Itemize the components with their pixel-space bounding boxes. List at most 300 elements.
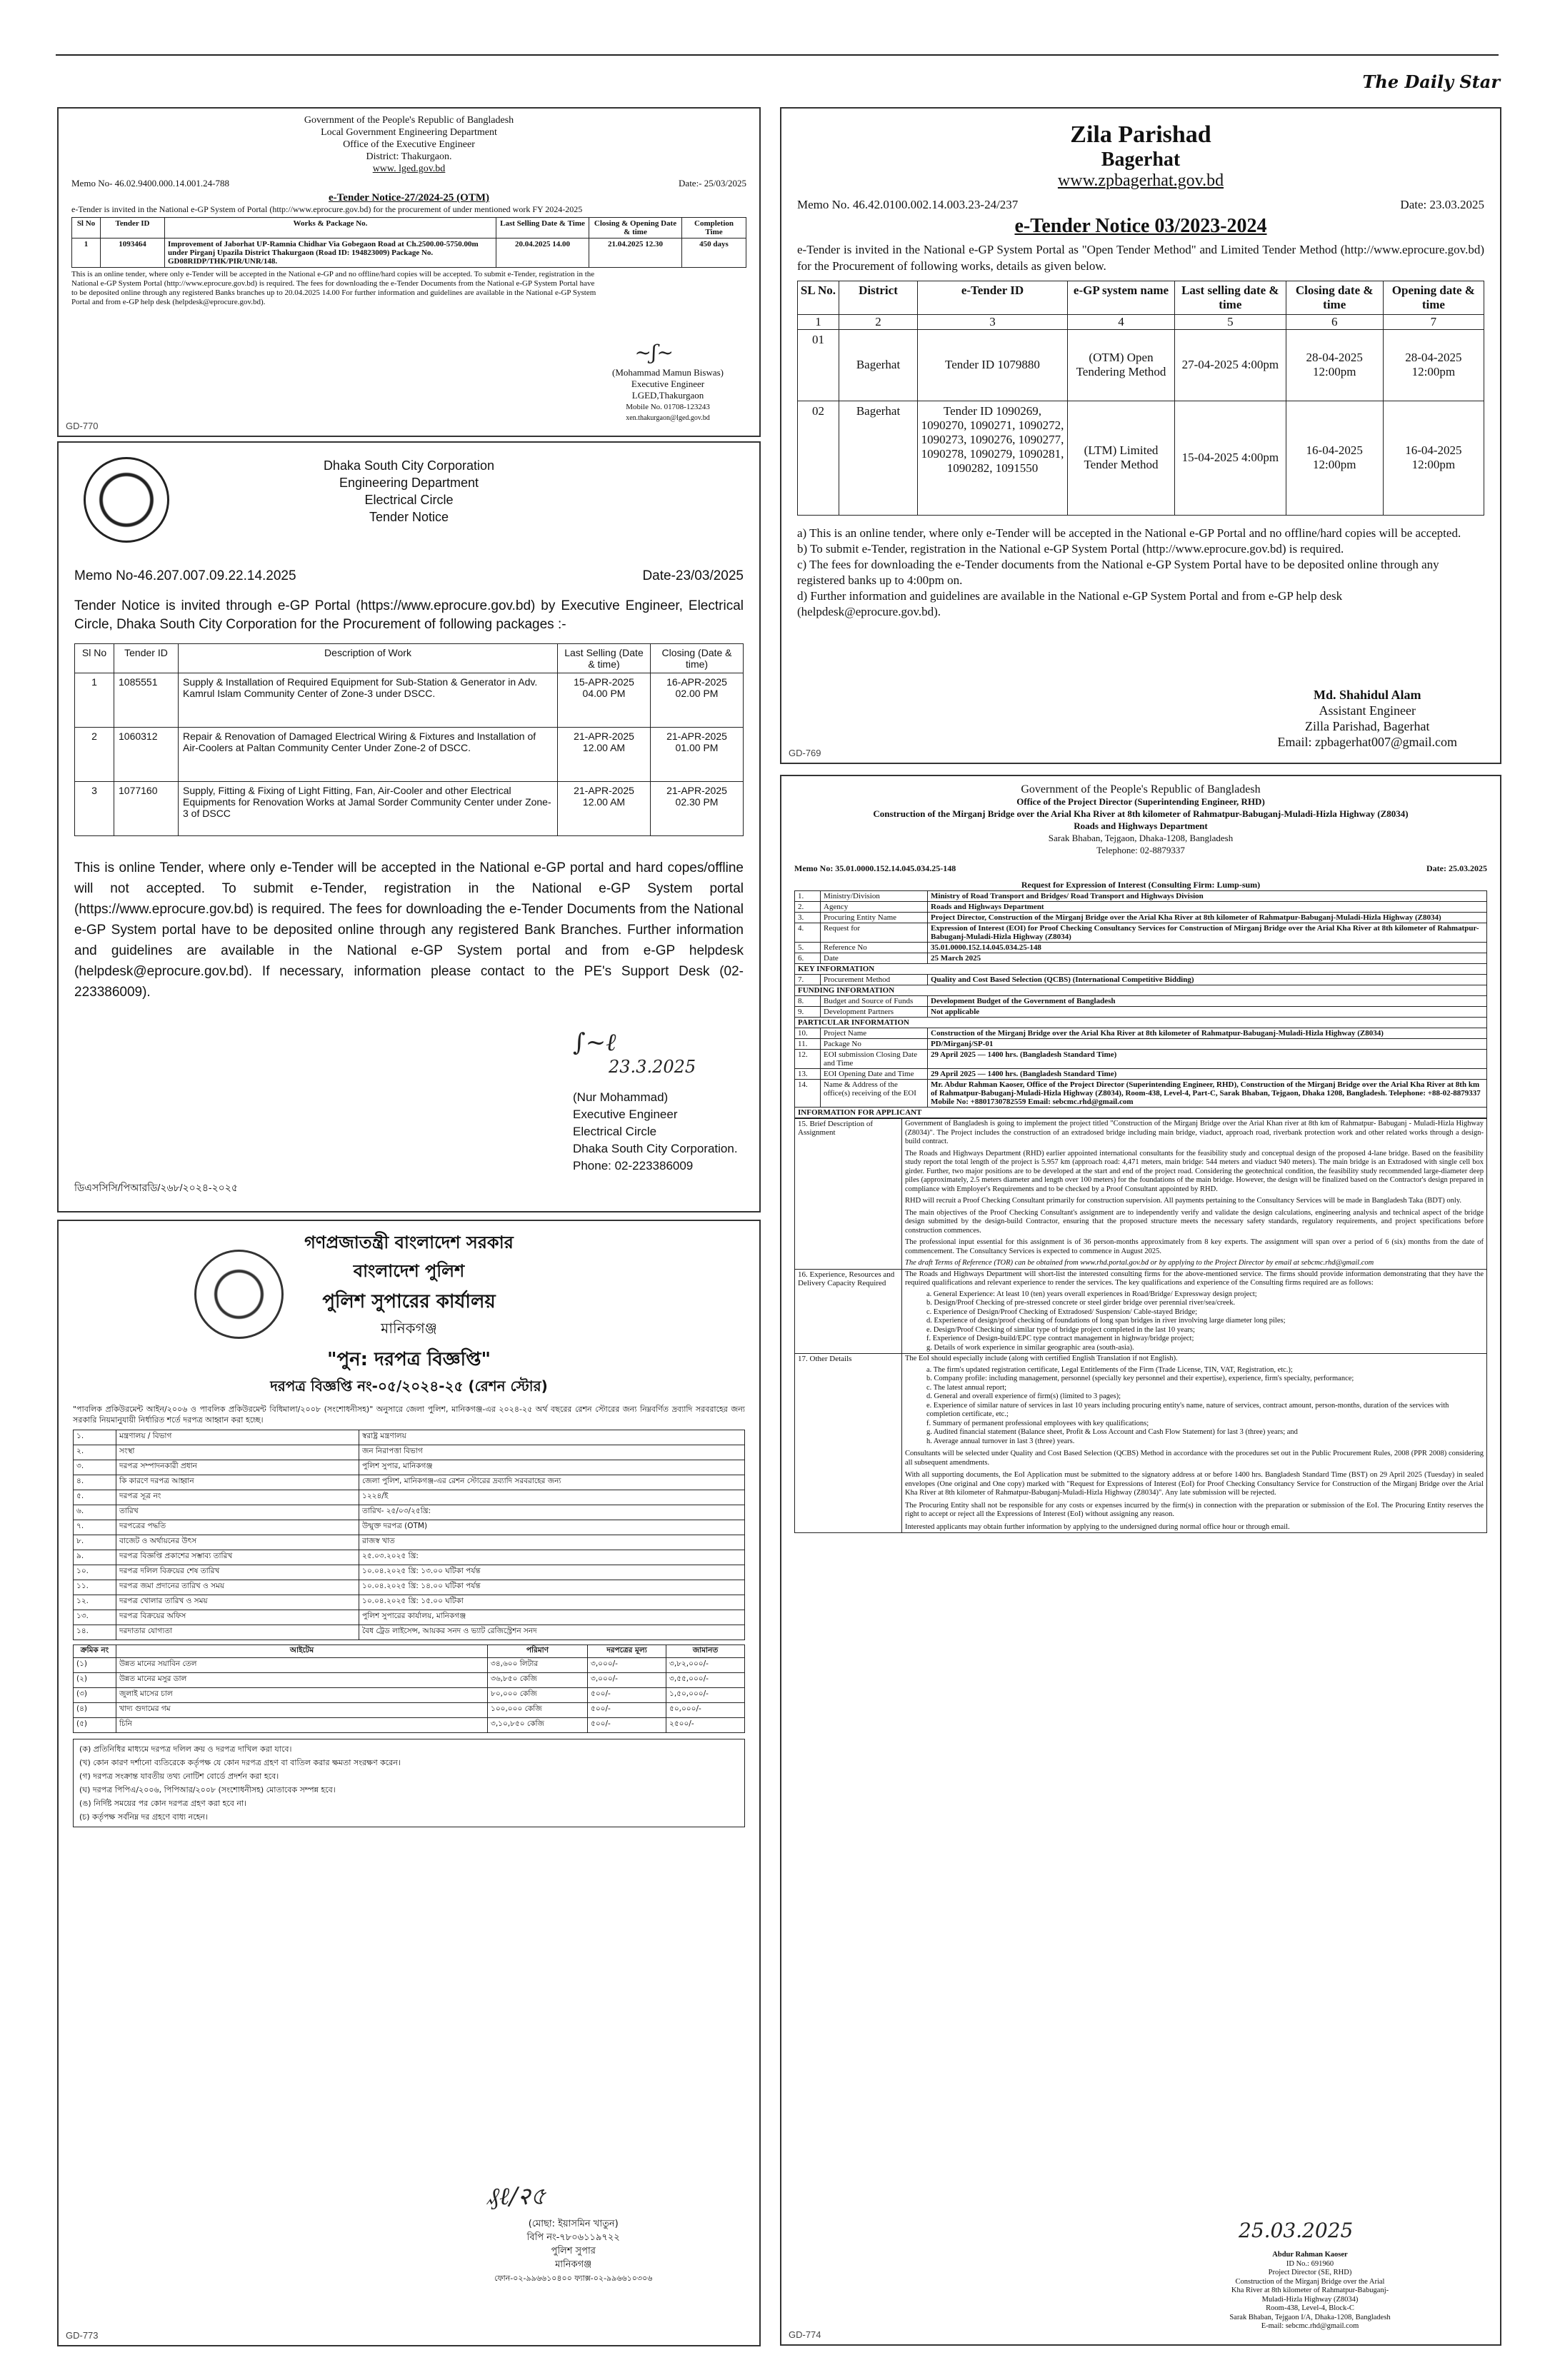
ad5-exp-item: e. Design/Proof Checking of similar type of bridge project completed in the last 10 years;: [926, 1325, 1195, 1334]
ad5-info-cell: 25 March 2025: [928, 953, 1487, 964]
ad2-cell: Bagerhat: [839, 401, 918, 515]
ad4-sig-line: (মোছা: ইয়াসমিন খাতুন): [528, 2219, 619, 2229]
ad3-cell: 15-APR-2025 04.00 PM: [558, 673, 651, 728]
ad5-info-row: [795, 913, 1487, 923]
ad1-cell: Improvement of Jaborhat UP-Ramnia Chidhar Via Gobegaon Road at Ch.2500.00-5750.00m under Pirganj Upazila District Thakurgaon (Road ID: 194823009) Package No. GD08RIDP/THK/PIR/UNR/148.: [165, 238, 496, 268]
ad5-other-item: f. Summary of permanent professional employees with key qualifications;: [926, 1419, 1149, 1427]
page-top-rule: [56, 54, 1499, 56]
ad5-info-cell: Development Partners: [821, 1007, 928, 1018]
ad4-info-row: [74, 1595, 745, 1610]
ad4-info-cell: ১০.: [74, 1565, 116, 1580]
ad4-info-cell: দরদাতার যোগ্যতা: [116, 1625, 359, 1640]
ad1-th: Works & Package No.: [165, 218, 496, 238]
ad5-line: Construction of the Mirganj Bridge over the Arial Kha River at 8th kilometer of Rahmatpur-Babuganj-Muladi-Hizla Highway (Z8034): [873, 808, 1409, 819]
ad1-website: www. lged.gov.bd: [372, 164, 446, 174]
ad1-memo: Memo No- 46.02.9400.000.14.001.24-788: [71, 178, 229, 189]
ad4-intro: "পাবলিক প্রকিউরমেন্ট আইন/২০০৬ ও পাবলিক প্রকিউরমেন্ট বিধিমালা/২০০৮ (সংশোধনীসহ)" অনুসারে জেলা পুলিশ, মানিকগঞ্জ-এর ২০২৪-২৫ অর্থ বছরের রেশন স্টোরের জন্য নিম্নবর্ণিত দ্রব্যাদি সরবরাহের জন্য সরকারি নিয়মানুযায়ী নির্ধারিত শর্তে দরপত্র আহ্বান করা হচ্ছে।: [73, 1405, 745, 1425]
ad5-info-cell: 12.: [795, 1050, 821, 1069]
ad5-gd-code: GD-774: [789, 2329, 821, 2340]
ad4-item-th: পরিমাণ: [488, 1645, 588, 1658]
ad1-title: e-Tender Notice-27/2024-25 (OTM): [329, 192, 489, 204]
ad3-cell: Repair & Renovation of Damaged Electrical Wiring & Fixtures and Installation of Air-Coolers at Paltan Community Center Under Zone-2 of DSCC.: [179, 728, 558, 782]
ad5-info-cell: Reference No: [821, 943, 928, 953]
ad4-item-cell: খাদ্য গুদামের গম: [116, 1703, 488, 1718]
ad1-cell: 450 days: [682, 238, 746, 268]
ad5-info-cell: PD/Mirganj/SP-01: [928, 1039, 1487, 1050]
ad5-other-item: b. Company profile: including management, personnel (specially key personnel and their expertise), experience, firm's specialty, performance;: [926, 1375, 1354, 1382]
ad2-cell: (LTM) Limited Tender Method: [1068, 401, 1175, 515]
ad5-exp-label: 16. Experience, Resources and Delivery Capacity Required: [795, 1269, 902, 1354]
ad3-cell: 1085551: [114, 673, 179, 728]
ad5-info-row: [795, 943, 1487, 953]
ad4-item-row: [74, 1658, 745, 1673]
ad4-info-cell: ৭.: [74, 1520, 116, 1535]
ad5-info-cell: Request for: [821, 923, 928, 943]
ad3-th: Tender ID: [114, 644, 179, 673]
ad1-table: [71, 217, 746, 268]
ad5-info-cell: EOI Opening Date and Time: [821, 1069, 928, 1080]
ad4-info-row: [74, 1460, 745, 1475]
ad5-info-cell: Development Budget of the Government of Bangladesh: [928, 996, 1487, 1007]
ad3-sig-line: Executive Engineer: [573, 1108, 678, 1121]
ad4-subtitle: দরপত্র বিজ্ঞপ্তি নং-০৫/২০২৪-২৫ (রেশন স্টোর): [270, 1377, 548, 1395]
ad4-item-cell: উন্নত মানের সয়াবিন তেল: [116, 1658, 488, 1673]
ad4-info-cell: জেলা পুলিশ, মানিকগঞ্জ-এর রেশন স্টোরের দ্রব্যাদি সরবরাহের জন্য: [359, 1475, 745, 1490]
ad4-info-cell: ১৩.: [74, 1610, 116, 1625]
ad5-info-row: [795, 953, 1487, 964]
ad4-sig-line: পুলিশ সুপার: [551, 2246, 596, 2256]
ad4-info-cell: ৫.: [74, 1490, 116, 1505]
ad3-cell: 16-APR-2025 02.00 PM: [651, 673, 744, 728]
ad3-sig-line: Electrical Circle: [573, 1125, 657, 1138]
ad5-info-cell: Mr. Abdur Rahman Kaoser, Office of the Project Director (Superintending Engineer, RHD), Construction of the Mirganj Bridge over the Arial Kha River at 8th km of Rahmatpur-Babuganj-Muladi-Hizla Highway (Z8034), Room-438, Level-4, Part-C, Sarak Bhaban, Tejgaon, Dhaka 1208, Bangladesh. Telephone: +88-02-8879337 Mobile No: +8801730782559 Email: sebcmc.rhd@gmail.com: [928, 1080, 1487, 1108]
ad4-info-cell: ১.: [74, 1430, 116, 1445]
ad4-info-cell: পুলিশ সুপারের কার্যালয়, মানিকগঞ্জ: [359, 1610, 745, 1625]
ad4-info-cell: ৯.: [74, 1550, 116, 1565]
ad4-items-table: [73, 1645, 745, 1733]
ad4-info-cell: দরপত্র খোলার তারিখ ও সময়: [116, 1595, 359, 1610]
ad4-item-cell: ৫০০/-: [588, 1718, 666, 1733]
ad4-line: পুলিশ সুপারের কার্যালয়: [322, 1291, 496, 1312]
ad4-info-cell: ১০.০৪.২০২৫ খ্রি: ১৩.০০ ঘটিকা পর্যন্ত: [359, 1565, 745, 1580]
ad2-note: b) To submit e-Tender, registration in the National e-GP System Portal (http://www.eprocure.gov.bd) is required.: [797, 541, 1344, 556]
ad1-th: Tender ID: [101, 218, 165, 238]
ad2-sig-line: Email: zpbagerhat007@gmail.com: [1277, 735, 1457, 749]
dscc-tender-notice: [57, 441, 761, 1212]
lged-thakurgaon-notice: [57, 107, 761, 437]
ad2-cell: Tender ID 1090269, 1090270, 1090271, 1090272, 1090273, 1090276, 1090277, 1090278, 1090279, 1090281, 1090282, 1091550: [918, 401, 1068, 515]
rhd-eoi-notice: [780, 775, 1501, 2346]
ad4-item-cell: ২৫০০/-: [666, 1718, 745, 1733]
ad2-memo: Memo No. 46.42.0100.002.14.003.23-24/237: [797, 198, 1019, 211]
ad4-info-row: [74, 1490, 745, 1505]
ad2-sig-line: Assistant Engineer: [1319, 703, 1416, 718]
ad3-ref-code: ডিএসসিসি/পিআরডি/২৬৮/২০২৪-২০২৫: [74, 1182, 238, 1193]
ad5-info-cell: 1.: [795, 891, 821, 902]
ad5-info-row: [795, 923, 1487, 943]
zila-parishad-notice: [780, 107, 1501, 764]
ad2-cell: 28-04-2025 12:00pm: [1286, 329, 1383, 401]
ad3-table: [74, 643, 744, 836]
ad3-sig-line: Dhaka South City Corporation.: [573, 1142, 738, 1155]
ad3-line: Tender Notice: [369, 510, 449, 524]
ad5-info-cell: Construction of the Mirganj Bridge over the Arial Kha River at 8th kilometer of Rahmatpur-Babuganj-Muladi-Hizla Highway (Z8034): [928, 1028, 1487, 1039]
ad5-exp-item: b. Design/Proof Checking of pre-stressed concrete or steel girder bridge over perennial river/sea/creek.: [926, 1299, 1236, 1307]
ad4-info-cell: ২৫.০৩.২০২৫ খ্রি:: [359, 1550, 745, 1565]
ad2-cell: 27-04-2025 4:00pm: [1175, 329, 1286, 401]
ad5-info-cell: Ministry/Division: [821, 891, 928, 902]
ad5-sig-line: Muladi-Hizla Highway (Z8034): [1261, 2295, 1359, 2304]
ad3-sig-date: 23.3.2025: [609, 1057, 696, 1077]
ad5-info-cell: 29 April 2025 — 1400 hrs. (Bangladesh Standard Time): [928, 1050, 1487, 1069]
ad4-item-row: [74, 1673, 745, 1688]
ad5-brief-para: Government of Bangladesh is going to implement the project titled "Construction of the Mirganj Bridge over the Arial Khan river at 8th km of Rahmatpur- Babuganj - Muladi-Hizla Highway (Z8034)". The Project includes the construction of an extradosed bridge including main bridge, viaduct, approach road, riverbank protection work and other related works through a design-build contract.: [905, 1120, 1484, 1145]
ad5-sig-line: ID No.: 691960: [1286, 2259, 1334, 2268]
ad1-notes: This is an online tender, where only e-Tender will be accepted in the National e-GP and no offline/hard copies will be accepted. To submit e-Tender, registration in the National e-GP System Portal (http://www.eprocure.gov.bd) is required. The fees for downloading the e-Tender Documents from the National e-GP System Portal have to be deposited online through any registered Banks branches up to 20.04.2025 14.00 For further information and guidelines are available in the National e-GP System Portal and from e-GP help desk (helpdesk@eprocure.gov.bd).: [71, 270, 596, 306]
ad2-intro: e-Tender is invited in the National e-GP System Portal as "Open Tender Method" and Limited Tender Method (http://www.eprocure.gov.bd) for the Procurement of following works, details as given below.: [797, 243, 1484, 273]
police-ration-store-notice: [57, 1220, 761, 2346]
ad4-info-cell: কি কারণে দরপত্র আহ্বান: [116, 1475, 359, 1490]
ad5-info-row: [795, 1039, 1487, 1050]
ad2-num: 5: [1175, 314, 1286, 329]
ad4-info-cell: ১৪.: [74, 1625, 116, 1640]
ad5-info-cell: 8.: [795, 996, 821, 1007]
ad4-info-row: [74, 1430, 745, 1445]
ad5-sig-line: Kha River at 8th kilometer of Rahmatpur-Babuganj-: [1231, 2286, 1389, 2294]
ad3-cell: 3: [75, 782, 114, 836]
ad3-intro: Tender Notice is invited through e-GP Portal (https://www.eprocure.gov.bd) by Executive Engineer, Electrical Circle, Dhaka South City Corporation for the Procurement of following packages :-: [74, 598, 744, 632]
ad4-item-cell: (৫): [74, 1718, 116, 1733]
ad2-cell: Tender ID 1079880: [918, 329, 1068, 401]
ad4-title: "পুন: দরপত্র বিজ্ঞপ্তি": [326, 1349, 491, 1370]
ad4-item-cell: ৩,০০০/-: [588, 1658, 666, 1673]
ad4-info-cell: দরপত্রের পদ্ধতি: [116, 1520, 359, 1535]
ad2-cell: 28-04-2025 12:00pm: [1383, 329, 1484, 401]
ad3-line: Electrical Circle: [364, 493, 454, 507]
ad5-brief-table: [794, 1118, 1487, 1533]
ad1-letterhead: [71, 114, 746, 175]
ad5-memo: Memo No: 35.01.0000.152.14.045.034.25-148: [794, 863, 956, 873]
ad1-cell: 1093464: [101, 238, 165, 268]
ad5-sig-line: Room-438, Level-4, Block-C: [1266, 2304, 1354, 2312]
ad5-brief-para: The professional input essential for this assignment is of 36 person-months approximately from 8 key experts. The assignment will span over a period of 6 (six) months from the date of commencement. The Consultancy Services is expected to commence in August 2025.: [905, 1238, 1484, 1255]
ad2-th: Last selling date & time: [1175, 281, 1286, 314]
ad1-line: Local Government Engineering Department: [321, 127, 497, 138]
ad4-item-row: [74, 1688, 745, 1703]
ad4-info-row: [74, 1445, 745, 1460]
ad3-cell: 21-APR-2025 12.00 AM: [558, 782, 651, 836]
ad4-info-cell: ৩.: [74, 1460, 116, 1475]
ad5-sig-line: Construction of the Mirganj Bridge over the Arial: [1235, 2277, 1385, 2286]
ad4-info-row: [74, 1550, 745, 1565]
ad5-info-cell: Date: [821, 953, 928, 964]
ad4-item-cell: ৫০০/-: [588, 1703, 666, 1718]
ad4-info-cell: তারিখ- ২৫/০৩/২৫খ্রি:: [359, 1505, 745, 1520]
ad2-num: 4: [1068, 314, 1175, 329]
ad5-other-item: d. General and overall experience of firm(s) (limited to 3 pages);: [926, 1392, 1121, 1400]
ad2-note: a) This is an online tender, where only e-Tender will be accepted in the National e-GP Portal and no offline/hard copies will be accepted.: [797, 526, 1461, 540]
ad3-signature-icon: ∫~ℓ: [573, 1028, 616, 1057]
ad5-exp-item: f. Experience of Design-build/EPC type contract management in highway/bridge project;: [926, 1335, 1194, 1342]
ad5-brief-para: The Roads and Highways Department (RHD) earlier appointed international consultants for the feasibility study and conceptual design of the proposed 4-lane bridge. Based on the feasibility study report the total length of the project is 5.957 km (approach road: 4,471 meters, main bridge: 544 meters and viaduct 940 meters). The main bridge is an Extradosed with single cell box girder. Further, two major positions are to be developed at the start and end of the project road. Considering the geotechnical condition, the feasibility study recommended large-diameter deep piles (approximately, 2.5 meters diameter and length over 100 meters) for the foundations of the main bridge. However, the design will be finalized based on the Contractor's design prepared in compliance with Employer's Requirements and to be checked by a Proof Consultant appointed by RHD.: [905, 1149, 1484, 1193]
ad5-info-cell: Procurement Method: [821, 975, 928, 985]
ad2-website: www.zpbagerhat.gov.bd: [1057, 171, 1224, 190]
ad5-info-row: [795, 996, 1487, 1007]
ad4-item-cell: ৩৪,৬০০ লিটার: [488, 1658, 588, 1673]
ad1-sig-line: Mobile No. 01708-123243: [626, 403, 710, 411]
ad1-sig-line: xen.thakurgaon@lged.gov.bd: [626, 414, 710, 422]
ad5-info-row: [795, 902, 1487, 913]
ad2-cell: Bagerhat: [839, 329, 918, 401]
ad4-item-th: ক্রমিক নং: [74, 1645, 116, 1658]
ad5-other-para: With all supporting documents, the EoI Application must be submitted to the signatory address at or before 1400 hrs. Bangladesh Standard Time (BST) on 29 April 2025 (Tuesday) in sealed envelopes (One original and One copy) marked with "Request for Expressions of Interest (EoI) for Proof Checking Consultancy Service for Construction of the Mirganj Bridge over the Arial Kha River at 8th kilometer of Rahmatpur-Babuganj-Muladi-Hizla Highway (Z8034)". Any late submission will be rejected.: [905, 1471, 1484, 1497]
ad3-line: Engineering Department: [339, 476, 479, 490]
ad5-line: Roads and Highways Department: [1074, 820, 1208, 831]
ad2-cell: 16-04-2025 12:00pm: [1286, 401, 1383, 515]
ad4-info-cell: সংস্থা: [116, 1445, 359, 1460]
ad5-line: Office of the Project Director (Superintending Engineer, RHD): [1016, 796, 1265, 807]
ad4-info-cell: স্বরাষ্ট্র মন্ত্রণালয়: [359, 1430, 745, 1445]
ad4-item-th: দরপত্রের মূল্য: [588, 1645, 666, 1658]
ad4-info-row: [74, 1625, 745, 1640]
ad3-th: Closing (Date & time): [651, 644, 744, 673]
ad4-term: (ক) প্রতিনিধির মাধ্যমে দরপত্র দলিল ক্রয় ও দরপত্র দাখিল করা যাবে।: [79, 1744, 292, 1754]
ad5-info-cell: Agency: [821, 902, 928, 913]
ad2-num: 7: [1383, 314, 1484, 329]
ad5-section-heading: PARTICULAR INFORMATION: [795, 1018, 1487, 1028]
ad4-item-cell: চিনি: [116, 1718, 488, 1733]
ad3-cell: 1060312: [114, 728, 179, 782]
ad2-th: District: [839, 281, 918, 314]
ad5-request-title: Request for Expression of Interest (Consulting Firm: Lump-sum): [1021, 880, 1261, 890]
ad1-th: Closing & Opening Date & time: [589, 218, 682, 238]
ad5-brief-para: The main objectives of the Proof Checking Consultant's assignment are to independently verify and validate the design calculations, engineering analysis and technical aspect of the bridge design submitted by the design-build Contractor, ensuring that the proposed structure meets the necessary safety standards, regulatory requirements, and project specifications before construction commences.: [905, 1208, 1484, 1235]
ad5-info-cell: Expression of Interest (EOI) for Proof Checking Consultancy Services for Construction of Mirganj Bridge over the Arial Kha River at 8th kilometer of Rahmatpur-Babuganj-Muladi-Hizla Highway (Z8034): [928, 923, 1487, 943]
ad5-info-cell: Quality and Cost Based Selection (QCBS) (International Competitive Bidding): [928, 975, 1487, 985]
ad5-info-cell: 11.: [795, 1039, 821, 1050]
ad4-sig-line: ফোন-০২-৯৯৬৬১০৪০০ ফ্যাক্স-০২-৯৯৬৬১০৩০৬: [494, 2274, 653, 2283]
ad4-info-cell: ৬.: [74, 1505, 116, 1520]
ad4-info-cell: ১১.: [74, 1580, 116, 1595]
ad4-item-cell: ৩৬,৮৫০ কেজি: [488, 1673, 588, 1688]
ad5-section-heading: INFORMATION FOR APPLICANT: [795, 1108, 1487, 1118]
ad1-cell: 1: [72, 238, 101, 268]
ad3-date: Date-23/03/2025: [642, 568, 744, 583]
ad2-sig-line: Zilla Parishad, Bagerhat: [1305, 719, 1430, 733]
ad4-info-cell: দরপত্র দলিল বিক্রয়ের শেষ তারিখ: [116, 1565, 359, 1580]
ad5-other-para: Interested applicants may obtain further information by applying to the undersigned during normal office hour or through email.: [905, 1522, 1290, 1531]
ad3-cell: 21-APR-2025 12.00 AM: [558, 728, 651, 782]
ad4-item-cell: ৩,১০,৮৫০ কেজি: [488, 1718, 588, 1733]
ad3-cell: 1: [75, 673, 114, 728]
ad2-num: 2: [839, 314, 918, 329]
ad4-sig-line: বিপি নং-৭৮০৬১১৯৭২২: [526, 2232, 620, 2243]
ad2-th: e-GP system name: [1068, 281, 1175, 314]
ad5-other-item: a. The firm's updated registration certificate, Legal Entitlements of the Firm (Trade License, TIN, VAT, Registration, etc.);: [926, 1365, 1293, 1374]
ad4-item-cell: (৩): [74, 1688, 116, 1703]
ad4-item-cell: ৩,০০০/-: [588, 1673, 666, 1688]
ad1-sig-line: LGED,Thakurgaon: [631, 390, 704, 401]
ad5-info-cell: Project Director, Construction of the Mirganj Bridge over the Arial Kha River at 8th kilometer of Rahmatpur-Babuganj-Muladi-Hizla Highway (Z8034): [928, 913, 1487, 923]
ad4-item-cell: উন্নত মানের মসুর ডাল: [116, 1673, 488, 1688]
ad2-notice-title: e-Tender Notice 03/2023-2024: [1014, 215, 1267, 237]
ad4-item-cell: ৫০,০০০/-: [666, 1703, 745, 1718]
ad5-exp-item: d. Experience of design/proof checking of foundations of long span bridges in river involving large diameter long piles;: [926, 1317, 1286, 1325]
ad2-th: SL No.: [798, 281, 839, 314]
ad3-cell: 21-APR-2025 02.30 PM: [651, 782, 744, 836]
ad5-info-cell: Procuring Entity Name: [821, 913, 928, 923]
ad5-info-table: [794, 890, 1487, 1118]
ad4-term: (খ) কোন কারণ দর্শানো ব্যতিরেকে কর্তৃপক্ষ যে কোন দরপত্র গ্রহণ বা বাতিল করার ক্ষমতা সংরক্ষণ করেন।: [79, 1758, 401, 1767]
ad4-item-th: জামানত: [666, 1645, 745, 1658]
ad5-other-para: Consultants will be selected under Quality and Cost Based Selection (QCBS) Method in accordance with the procedures set out in the Public Procurement Rules, 2008 (PPR 2008) considering all subsequent amendments.: [905, 1450, 1484, 1467]
ad5-line: Telephone: 02-8879337: [1096, 845, 1185, 855]
ad3-memo: Memo No-46.207.007.09.22.14.2025: [74, 568, 296, 583]
ad4-info-cell: ১২২৪/ই: [359, 1490, 745, 1505]
ad5-sig-line: Project Director (SE, RHD): [1268, 2269, 1352, 2276]
ad1-gd-code: GD-770: [66, 421, 99, 431]
ad5-info-row: [795, 891, 1487, 902]
ad4-info-row: [74, 1580, 745, 1595]
ad5-info-cell: Not applicable: [928, 1007, 1487, 1018]
ad5-info-cell: Roads and Highways Department: [928, 902, 1487, 913]
ad4-info-cell: দরপত্র জমা প্রদানের তারিখ ও সময়: [116, 1580, 359, 1595]
ad4-term: (গ) দরপত্র সংক্রান্ত যাবতীয় তথ্য নোটিশ বোর্ডে প্রদর্শন করা হবে।: [79, 1772, 279, 1781]
ad4-info-cell: বাজেট ও অর্থায়নের উৎস: [116, 1535, 359, 1550]
ad5-info-cell: Name & Address of the office(s) receiving of the EOI: [821, 1080, 928, 1108]
ad4-gd-code: GD-773: [66, 2330, 99, 2341]
ad2-table: [797, 281, 1484, 516]
ad1-th: Sl No: [72, 218, 101, 238]
ad4-item-row: [74, 1703, 745, 1718]
ad4-term: (ঘ) দরপত্র পিপিএ/২০০৬, পিপিআর/২০০৮ (সংশোধনীসহ) মোতাবেক সম্পন্ন হবে।: [79, 1785, 336, 1794]
ad3-line: Dhaka South City Corporation: [323, 458, 495, 473]
ad3-cell: Supply & Installation of Required Equipment for Sub-Station & Generator in Adv. Kamrul Islam Community Center of Zone-3 under DSCC.: [179, 673, 558, 728]
ad5-exp-item: c. Experience of Design/Proof Checking of Extradosed/ Suspension/ Cable-stayed Bridge;: [926, 1307, 1198, 1316]
ad4-item-cell: ১০০,০০০ কেজি: [488, 1703, 588, 1718]
ad1-signature-icon: ~ʃ~: [634, 341, 674, 364]
ad5-section-heading: KEY INFORMATION: [795, 964, 1487, 975]
ad4-term: (চ) কর্তৃপক্ষ সর্বনিম্ন দর গ্রহণে বাধ্য নহেন।: [79, 1812, 208, 1822]
ad5-info-cell: 29 April 2025 — 1400 hrs. (Bangladesh Standard Time): [928, 1069, 1487, 1080]
ad4-term: (ঙ) নির্দিষ্ট সময়ের পর কোন দরপত্র গ্রহণ করা হবে না।: [79, 1799, 247, 1808]
ad5-info-cell: EOI submission Closing Date and Time: [821, 1050, 928, 1069]
ad4-item-cell: (১): [74, 1658, 116, 1673]
ad4-info-row: [74, 1475, 745, 1490]
ad2-gd-code: GD-769: [789, 748, 821, 758]
ad5-info-cell: 5.: [795, 943, 821, 953]
ad5-other-item: g. Audited financial statement (Balance sheet, Profit & Loss Account and Cash Flow Statement) for last 3 (three) years; and: [926, 1428, 1298, 1436]
ad4-item-cell: ৩,৮২,০০০/-: [666, 1658, 745, 1673]
ad1-cell: 20.04.2025 14.00: [496, 238, 589, 268]
ad4-info-cell: ১২.: [74, 1595, 116, 1610]
ad4-info-cell: ১০.০৪.২০২৫ খ্রি: ১৪.০০ ঘটিকা পর্যন্ত: [359, 1580, 745, 1595]
ad5-info-cell: 3.: [795, 913, 821, 923]
ad4-info-cell: দরপত্র বিক্রয়ের অফিস: [116, 1610, 359, 1625]
ad5-other-label: 17. Other Details: [795, 1354, 902, 1533]
ad4-sig-line: মানিকগঞ্জ: [555, 2259, 592, 2270]
ad4-info-row: [74, 1535, 745, 1550]
ad2-title: Zila Parishad: [1070, 121, 1211, 148]
dscc-seal-icon: [84, 457, 169, 543]
ad2-th: e-Tender ID: [918, 281, 1068, 314]
ad1-th: Last Selling Date & Time: [496, 218, 589, 238]
ad5-sig-line: E-mail: sebcmc.rhd@gmail.com: [1261, 2322, 1359, 2330]
ad3-cell: Supply, Fitting & Fixing of Light Fitting, Fan, Air-Cooler and other Electrical Equipments for Renovation Works at Jamal Sorder Community Center under Zone-3 of DSCC: [179, 782, 558, 836]
ad5-other-item: h. Average annual turnover in last 3 (three) years.: [926, 1437, 1075, 1445]
ad2-cell: 02: [798, 401, 839, 515]
ad5-info-row: [795, 1007, 1487, 1018]
ad3-notes: This is online Tender, where only e-Tender will be accepted in the National e-GP portal and hard copes/offline will not accepted. To submit e-Tender, registration in the National e-GP System portal (https://www.eprocure.gov.bd) is required. The fees for downloading the e-Tender Documents from the National e-GP System portal have to be deposited online through any registered Bank Branches. Further information and guidelines are available in the National e-GP System portal and from e-GP helpdesk (helpdesk@eprocure.gov.bd). If necessary, information please contact to the PE's Support Desk (02-223386009).: [74, 860, 744, 1000]
ad2-num: 3: [918, 314, 1068, 329]
ad5-info-cell: 6.: [795, 953, 821, 964]
ad4-info-cell: তারিখ: [116, 1505, 359, 1520]
ad5-other-item: e. Experience of similar nature of services in last 10 years including procuring entity's name, nature of services, contract amount, person-months, duration of the services with completion certificate, etc.;: [926, 1401, 1449, 1418]
ad4-item-th: আইটেম: [116, 1645, 488, 1658]
ad2-num: 1: [798, 314, 839, 329]
ad1-line: Office of the Executive Engineer: [343, 139, 475, 150]
ad5-info-cell: 9.: [795, 1007, 821, 1018]
ad5-info-cell: Package No: [821, 1039, 928, 1050]
ad5-sig-line: Sarak Bhaban, Tejgaon I/A, Dhaka-1208, Bangladesh: [1229, 2313, 1391, 2321]
ad5-sig-line: Abdur Rahman Kaoser: [1272, 2251, 1348, 2259]
ad5-info-cell: 35.01.0000.152.14.045.034.25-148: [928, 943, 1487, 953]
ad5-info-row: [795, 1050, 1487, 1069]
ad5-line: Sarak Bhaban, Tejgaon, Dhaka-1208, Bangladesh: [1048, 833, 1234, 843]
ad4-item-cell: (২): [74, 1673, 116, 1688]
ad2-cell: (OTM) Open Tendering Method: [1068, 329, 1175, 401]
newspaper-name: The Daily Star: [1362, 71, 1500, 92]
ad4-item-cell: ৫০০/-: [588, 1688, 666, 1703]
ad4-terms: [73, 1739, 745, 1827]
ad1-intro: e-Tender is invited in the National e-GP System of Portal (http://www.eprocure.gov.bd) for the procurement of under mentioned work FY 2024-2025: [71, 204, 583, 214]
ad4-info-cell: পুলিশ সুপার, মানিকগঞ্জ: [359, 1460, 745, 1475]
ad4-item-cell: ৮০,০০০ কেজি: [488, 1688, 588, 1703]
ad1-line: District: Thakurgaon.: [366, 151, 452, 162]
ad2-sig-line: Md. Shahidul Alam: [1313, 688, 1421, 702]
ad4-item-cell: ১,৫০,০০০/-: [666, 1688, 745, 1703]
ad4-info-row: [74, 1505, 745, 1520]
ad2-th: Closing date & time: [1286, 281, 1383, 314]
ad2-cell: 01: [798, 329, 839, 401]
ad3-cell: 2: [75, 728, 114, 782]
ad5-info-cell: Project Name: [821, 1028, 928, 1039]
ad2-date: Date: 23.03.2025: [1400, 198, 1484, 211]
ad1-cell: 21.04.2025 12.30: [589, 238, 682, 268]
ad2-note: c) The fees for downloading the e-Tender documents from the National e-GP System Portal have to be deposited online through any registered banks up to 4:00pm on.: [797, 557, 1439, 587]
ad4-line: মানিকগঞ্জ: [381, 1320, 437, 1337]
ad4-line: বাংলাদেশ পুলিশ: [353, 1261, 465, 1281]
ad4-info-row: [74, 1565, 745, 1580]
ad4-info-cell: জন নিরাপত্তা বিভাগ: [359, 1445, 745, 1460]
ad5-info-row: [795, 1028, 1487, 1039]
ad1-sig-line: Executive Engineer: [631, 378, 705, 389]
ad4-info-cell: দরপত্র সূত্র নং: [116, 1490, 359, 1505]
ad5-other-item: c. The latest annual report;: [926, 1383, 1007, 1392]
ad3-sig-line: (Nur Mohammad): [573, 1090, 669, 1104]
ad1-line: Government of the People's Republic of Bangladesh: [304, 115, 514, 126]
ad5-brief-label: 15. Brief Description of Assignment: [795, 1119, 902, 1270]
ad3-sig-line: Phone: 02-223386009: [573, 1159, 694, 1173]
ad4-info-cell: দরপত্র বিজ্ঞপ্তি প্রকাশের সম্ভাব্য তারিখ: [116, 1550, 359, 1565]
ad1-date: Date:- 25/03/2025: [679, 178, 746, 189]
ad4-item-cell: ৩,৫৫,০০০/-: [666, 1673, 745, 1688]
ad4-info-cell: ৪.: [74, 1475, 116, 1490]
ad4-info-row: [74, 1520, 745, 1535]
ad4-item-cell: (৪): [74, 1703, 116, 1718]
ad4-info-cell: বৈধ ট্রেড লাইসেন্স, আয়কর সনদ ও ভ্যাট রেজিস্ট্রেশন সনদ: [359, 1625, 745, 1640]
ad4-info-cell: উন্মুক্ত দরপত্র (OTM): [359, 1520, 745, 1535]
